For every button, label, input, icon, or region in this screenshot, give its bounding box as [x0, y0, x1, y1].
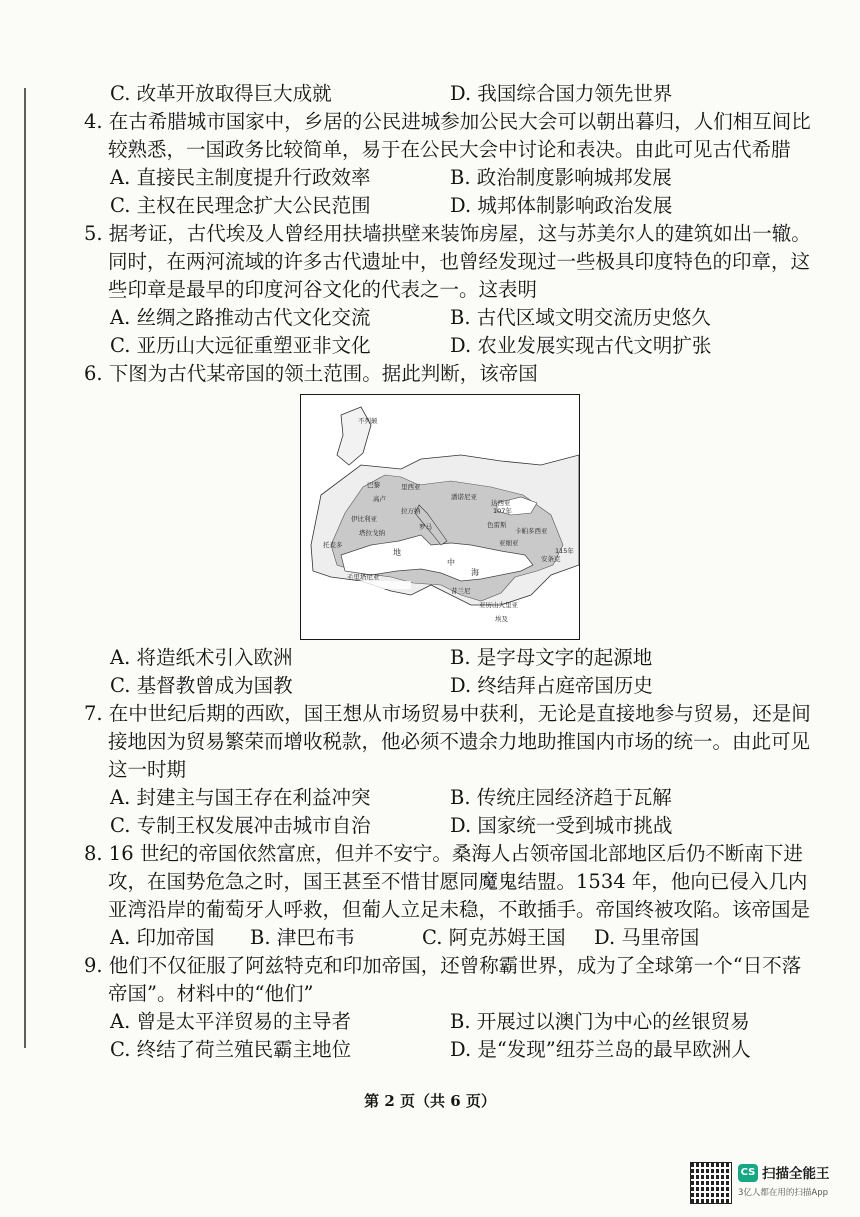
map-label-hai: 海 [471, 568, 479, 577]
q9-option-c: C. 终结了荷兰殖民霸主地位 [110, 1038, 352, 1061]
map-label-di: 地 [393, 548, 401, 557]
map-label-mauretania: 毛里塔尼亚 [347, 573, 380, 581]
map-label-toledo: 托麦多 [323, 541, 343, 549]
q4-option-c: C. 主权在民理念扩大公民范围 [110, 194, 371, 217]
q9-option-d: D. 是“发现”纽芬兰岛的最早欧洲人 [450, 1038, 751, 1061]
camscanner-logo-icon: CS [738, 1164, 758, 1182]
qr-code-icon [690, 1162, 732, 1204]
map-label-rhaetia: 里西亚 [401, 483, 421, 491]
map-svg [301, 395, 579, 639]
q4-option-b: B. 政治制度影响城邦发展 [450, 166, 672, 189]
q8-stem: 8. 16 世纪的帝国依然富庶，但并不安宁。桑海人占领帝国北部地区后仍不断南下进攻，在国势危急之时，国王甚至不惜甘愿同魔鬼结盟。1534 年，他向已侵入几内亚湾沿岸的葡萄牙人呼救，但葡人立足未稳，不敢插手。帝国终被攻陷。该帝国是 [84, 842, 811, 921]
map-label-asia: 亚细亚 [499, 539, 519, 547]
q7-options [84, 784, 814, 840]
map-label-cyrene: 昔兰尼 [451, 587, 471, 595]
q8-option-c: C. 阿克苏姆王国 [422, 926, 566, 949]
q9-option-b: B. 开展过以澳门为中心的丝银贸易 [450, 1010, 750, 1033]
map-label-iberia: 伊比利亚 [351, 515, 377, 523]
map-label-ravenna: 拉万纳 [401, 507, 421, 515]
map-label-zhong: 中 [447, 558, 455, 567]
map-label-gaul: 高卢 [373, 495, 386, 503]
binding-margin-line [24, 88, 26, 1048]
q7-option-b: B. 传统庄园经济趋于瓦解 [450, 786, 672, 809]
exam-page [84, 80, 814, 1064]
q6-option-b: B. 是字母文字的起源地 [450, 646, 653, 669]
q5-stem: 5. 据考证，古代埃及人曾经用扶墙拱壁来装饰房屋，这与苏美尔人的建筑如出一辙。同时，在两河流域的许多古代遗址中，也曾经发现过一些极具印度特色的印章，这些印章是最早的印度河谷文化的代表之一。这表明 [84, 222, 811, 301]
q4-option-a: A. 直接民主制度提升行政效率 [110, 166, 371, 189]
q4-option-d: D. 城邦体制影响政治发展 [450, 194, 673, 217]
map-label-pannonia: 潘诺尼亚 [451, 493, 477, 501]
map-label-rome: 罗马 [419, 523, 432, 531]
map-label-egypt: 埃及 [495, 615, 508, 623]
map-label-year-115: 115年 [555, 547, 574, 555]
scanner-title: 扫描全能王 [762, 1166, 830, 1182]
q8-option-b: B. 津巴布韦 [250, 926, 355, 949]
q7-option-d: D. 国家统一受到城市挑战 [450, 814, 673, 837]
q5-option-c: C. 亚历山大远征重塑亚非文化 [110, 334, 371, 357]
map-label-paris: 巴黎 [367, 481, 380, 489]
scanner-watermark [690, 1162, 850, 1206]
q3-option-c: C. 改革开放取得巨大成就 [110, 82, 332, 105]
map-label-tarraco: 塔拉戈纳 [359, 529, 385, 537]
q8-options [84, 924, 814, 952]
q5-option-d: D. 农业发展实现古代文明扩张 [450, 334, 712, 357]
q6-option-c: C. 基督教曾成为国教 [110, 674, 293, 697]
q7-stem: 7. 在中世纪后期的西欧，国王想从市场贸易中获利，无论是直接地参与贸易，还是间接地因为贸易繁荣而增收税款，他必须不遗余力地助推国内市场的统一。由此可见这一时期 [84, 702, 811, 781]
q5-option-a: A. 丝绸之路推动古代文化交流 [110, 306, 371, 329]
q8-option-d: D. 马里帝国 [594, 926, 700, 949]
map-label-dacia: 达西亚 [491, 499, 511, 507]
q6-option-a: A. 将造纸术引入欧洲 [110, 646, 293, 669]
page-number-footer: 第 2 页（共 6 页） [364, 1092, 496, 1110]
map-label-antioch: 安条克 [541, 555, 561, 563]
q9-options [84, 1008, 814, 1064]
q4-stem: 4. 在古希腊城市国家中，乡居的公民进城参加公民大会可以朝出暮归，人们相互间比较熟悉，一国政务比较简单，易于在公民大会中讨论和表决。由此可见古代希腊 [84, 110, 811, 161]
q7-option-c: C. 专制王权发展冲击城市自治 [110, 814, 371, 837]
q8-option-a: A. 印加帝国 [110, 926, 215, 949]
map-label-britannia: 不列颠 [358, 417, 378, 425]
q9-stem: 9. 他们不仅征服了阿兹特克和印加帝国，还曾称霸世界，成为了全球第一个“日不落帝国”。材料中的“他们” [84, 954, 802, 1005]
q6-option-d: D. 终结拜占庭帝国历史 [450, 674, 653, 697]
roman-empire-map [300, 394, 580, 640]
q3-option-d: D. 我国综合国力领先世界 [450, 82, 673, 105]
q5-options [84, 304, 814, 360]
q9-option-a: A. 曾是太平洋贸易的主导者 [110, 1010, 351, 1033]
q4-options [84, 164, 814, 220]
map-label-thrace: 色雷斯 [487, 521, 507, 529]
q5-option-b: B. 古代区域文明交流历史悠久 [450, 306, 711, 329]
scanner-subtitle: 3亿人都在用的扫描App [738, 1188, 829, 1198]
map-label-year-107: 107年 [493, 507, 512, 515]
q7-option-a: A. 封建主与国王存在利益冲突 [110, 786, 371, 809]
q6-stem: 6. 下图为古代某帝国的领土范围。据此判断，该帝国 [84, 362, 538, 385]
q3-options-tail [84, 80, 814, 108]
map-label-alexandria: 亚历山大里亚 [479, 601, 518, 609]
q6-options [84, 644, 814, 700]
map-label-cappadocia: 卡帕多西亚 [515, 527, 548, 535]
